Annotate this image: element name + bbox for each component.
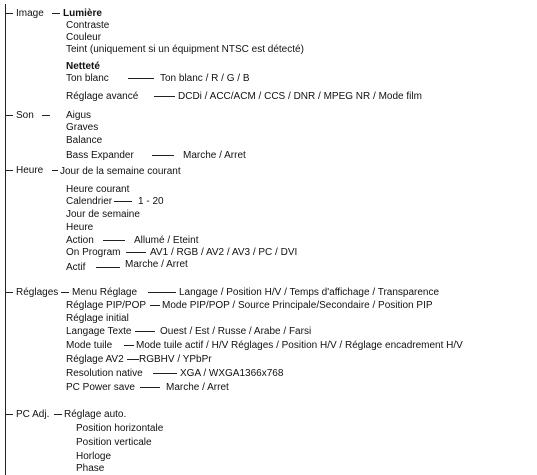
on-program-options: AV1 / RGB / AV2 / AV3 / PC / DVI (150, 247, 298, 258)
branch-heure (5, 170, 13, 171)
reglages-item-langage-texte: Langage Texte (66, 326, 132, 337)
connector-heure (52, 170, 58, 171)
branch-reglages (5, 292, 13, 293)
image-item-reglage-avance: Réglage avancé (66, 91, 139, 102)
heure-item-jour-semaine: Jour de semaine (66, 209, 140, 220)
connector-pc-power-save (140, 387, 160, 388)
heure-item-calendrier: Calendrier (66, 196, 113, 207)
bass-expander-options: Marche / Arret (183, 150, 246, 161)
image-item-lumiere: Lumière (63, 8, 102, 19)
tree-trunk (5, 4, 6, 475)
action-options: Allumé / Eteint (134, 235, 199, 246)
connector-on-program (126, 252, 146, 253)
connector-langage-texte (135, 331, 155, 332)
image-item-couleur: Couleur (66, 32, 102, 43)
resolution-native-options: XGA / WXGA1366x768 (180, 368, 284, 379)
connector-actif (96, 267, 120, 268)
son-item-graves: Graves (66, 122, 99, 133)
reglages-item-mode-tuile: Mode tuile (66, 340, 113, 351)
heure-item-heure-courant: Heure courant (66, 184, 130, 195)
son-item-aigus: Aigus (66, 110, 92, 121)
ton-blanc-options: Ton blanc / R / G / B (160, 73, 250, 84)
section-label-reglages: Réglages (16, 287, 59, 298)
connector-son (42, 115, 50, 116)
connector-image (52, 13, 60, 14)
pc-adj-item-position-horizontale: Position horizontale (76, 423, 164, 434)
branch-image (5, 13, 13, 14)
connector-action (103, 240, 125, 241)
reglages-item-reglage-av2: Réglage AV2 (66, 354, 124, 365)
pc-adj-item-horloge: Horloge (76, 451, 112, 462)
son-item-balance: Balance (66, 135, 103, 146)
reglages-item-pip-pop: Réglage PIP/POP (66, 300, 147, 311)
section-label-son: Son (16, 110, 34, 121)
image-item-nettete: Netteté (66, 61, 100, 72)
calendrier-options: 1 - 20 (138, 196, 164, 207)
connector-menu-reglage (148, 292, 176, 293)
menu-reglage-options: Langage / Position H/V / Temps d'affichage / Transparence (179, 287, 440, 298)
image-item-teint: Teint (uniquement si un équipment NTSC est détecté) (66, 44, 304, 55)
connector-mode-tuile (124, 345, 134, 346)
pip-pop-options: Mode PIP/POP / Source Principale/Secondaire / Position PIP (162, 300, 433, 311)
image-item-contraste: Contraste (66, 20, 110, 31)
pc-adj-item-reglage-auto: Réglage auto. (64, 409, 127, 420)
pc-adj-item-position-verticale: Position verticale (76, 437, 152, 448)
langage-texte-options: Ouest / Est / Russe / Arabe / Farsi (160, 326, 312, 337)
section-label-pc-adj: PC Adj. (16, 409, 50, 420)
pc-adj-item-phase: Phase (76, 463, 105, 474)
heure-item-on-program: On Program (66, 247, 121, 258)
connector-resolution-native (153, 373, 177, 374)
reglage-av2-options: RGBHV / YPbPr (139, 354, 212, 365)
reglages-item-pc-power-save: PC Power save (66, 382, 135, 393)
heure-item-actif: Actif (66, 262, 86, 273)
reglages-item-menu-reglage: Menu Réglage (72, 287, 138, 298)
branch-son (5, 115, 13, 116)
heure-item-action: Action (66, 235, 94, 246)
image-item-ton-blanc: Ton blanc (66, 73, 109, 84)
connector-pc-adj (54, 414, 62, 415)
heure-item-heure: Heure (66, 222, 94, 233)
pc-power-save-options: Marche / Arret (166, 382, 229, 393)
reglages-item-reglage-initial: Réglage initial (66, 313, 129, 324)
reglage-avance-options: DCDi / ACC/ACM / CCS / DNR / MPEG NR / Mode film (178, 91, 422, 102)
connector-pip-pop (150, 305, 160, 306)
connector-bass-expander (152, 155, 174, 156)
branch-pc-adj (5, 414, 13, 415)
heure-item-jour-courant: Jour de la semaine courant (60, 166, 181, 177)
reglages-item-resolution-native: Resolution native (66, 368, 143, 379)
connector-reglages (61, 292, 69, 293)
connector-reglage-av2 (127, 359, 139, 360)
actif-options: Marche / Arret (125, 259, 188, 270)
connector-ton-blanc (128, 78, 154, 79)
connector-reglage-avance (154, 96, 175, 97)
mode-tuile-options: Mode tuile actif / H/V Réglages / Position H/V / Réglage encadrement H/V (136, 340, 463, 351)
son-item-bass-expander: Bass Expander (66, 150, 134, 161)
section-label-heure: Heure (16, 165, 44, 176)
section-label-image: Image (16, 8, 44, 19)
connector-calendrier (114, 201, 132, 202)
